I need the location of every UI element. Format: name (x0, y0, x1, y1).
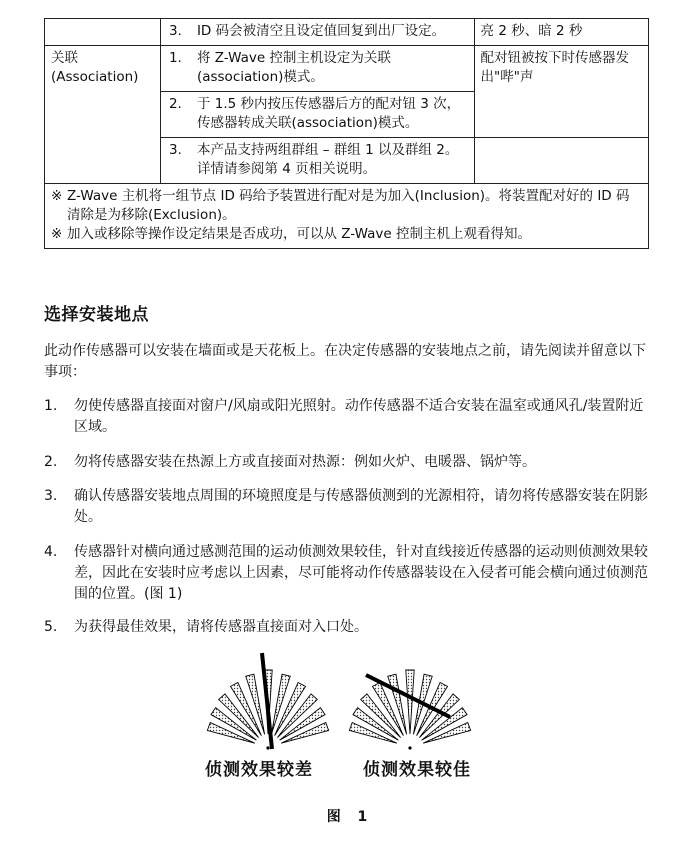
step-number: 3. (168, 142, 182, 158)
steps-cell (160, 19, 474, 46)
sensor-point (408, 746, 411, 749)
step-item (167, 22, 468, 41)
step-item (167, 141, 468, 179)
section-heading: 选择安装地点 (44, 305, 149, 325)
note-line (51, 187, 642, 225)
steps-cell (160, 138, 474, 184)
note-line (51, 225, 642, 244)
table-row (45, 46, 649, 92)
list-item (44, 396, 649, 438)
sensor-point (266, 746, 269, 749)
note-mark: ※ (51, 226, 63, 242)
item-number: 4. (44, 544, 58, 560)
table-row (45, 19, 649, 46)
item-number: 2. (44, 454, 58, 470)
item-number: 5. (44, 619, 58, 635)
step-text: 将 Z-Wave 控制主机设定为关联(association)模式。 (196, 50, 391, 85)
steps-cell (160, 92, 474, 138)
detection-beam (406, 670, 414, 734)
note-text: Z-Wave 主机将一组节点 ID 码给予装置进行配对是为加入(Inclusion)。将装置配对好的 ID 码清除是为移除(Exclusion)。 (67, 188, 630, 223)
operation-table (44, 18, 649, 249)
step-number: 1. (168, 50, 182, 66)
caption-good: 侦测效果较佳 (363, 760, 471, 780)
item-text: 勿将传感器安装在热源上方或直接面对热源：例如火炉、电暖器、锅炉等。 (74, 454, 536, 470)
notes-cell (45, 184, 649, 249)
detection-fan-good (349, 670, 470, 750)
result-cell: 配对钮被按下时传感器发出"哔"声 (474, 46, 648, 138)
figure-label: 图 1 (326, 809, 374, 825)
result-cell: 亮 2 秒、暗 2 秒 (474, 19, 648, 46)
step-text: ID 码会被清空且设定值回复到出厂设定。 (196, 23, 446, 39)
section-intro: 此动作传感器可以安装在墙面或是天花板上。在决定传感器的安装地点之前，请先阅读并留意以下事项： (44, 343, 646, 380)
step-item (167, 95, 468, 133)
result-cell (474, 138, 648, 184)
step-number: 2. (168, 96, 182, 112)
list-item (44, 542, 649, 605)
item-text: 为获得最佳效果，请将传感器直接面对入口处。 (74, 619, 368, 635)
table-row (45, 184, 649, 249)
item-number: 3. (44, 488, 58, 504)
step-number: 3. (168, 23, 182, 39)
mode-cell (45, 19, 161, 46)
list-item (44, 452, 649, 473)
caption-poor: 侦测效果较差 (205, 760, 313, 780)
step-item (167, 49, 468, 87)
steps-cell (160, 46, 474, 92)
item-number: 1. (44, 398, 58, 414)
mode-cell: 关联 (Association) (45, 46, 161, 184)
item-text: 传感器针对横向通过感测范围的运动侦测效果较佳，针对直线接近传感器的运动则侦测效果较差，因此在安装时应考虑以上因素，尽可能将动作传感器装设在入侵者可能会横向通过侦测范围的位置。(图 1) (74, 544, 648, 602)
step-text: 于 1.5 秒内按压传感器后方的配对钮 3 次，传感器转成关联(association)模式。 (196, 96, 461, 131)
item-text: 勿使传感器直接面对窗户/风扇或阳光照射。动作传感器不适合安装在温室或通风孔/装置附近区域。 (74, 398, 644, 435)
detection-zone-figure (200, 645, 500, 755)
item-text: 确认传感器安装地点周围的环境照度是与传感器侦测到的光源相符，请勿将传感器安装在阴影处。 (74, 488, 648, 525)
step-text: 本产品支持两组群组 – 群组 1 以及群组 2。详情请参阅第 4 页相关说明。 (196, 142, 459, 177)
list-item (44, 486, 649, 528)
note-mark: ※ (51, 188, 63, 204)
list-item (44, 617, 649, 638)
note-text: 加入或移除等操作设定结果是否成功，可以从 Z-Wave 控制主机上观看得知。 (67, 226, 531, 242)
